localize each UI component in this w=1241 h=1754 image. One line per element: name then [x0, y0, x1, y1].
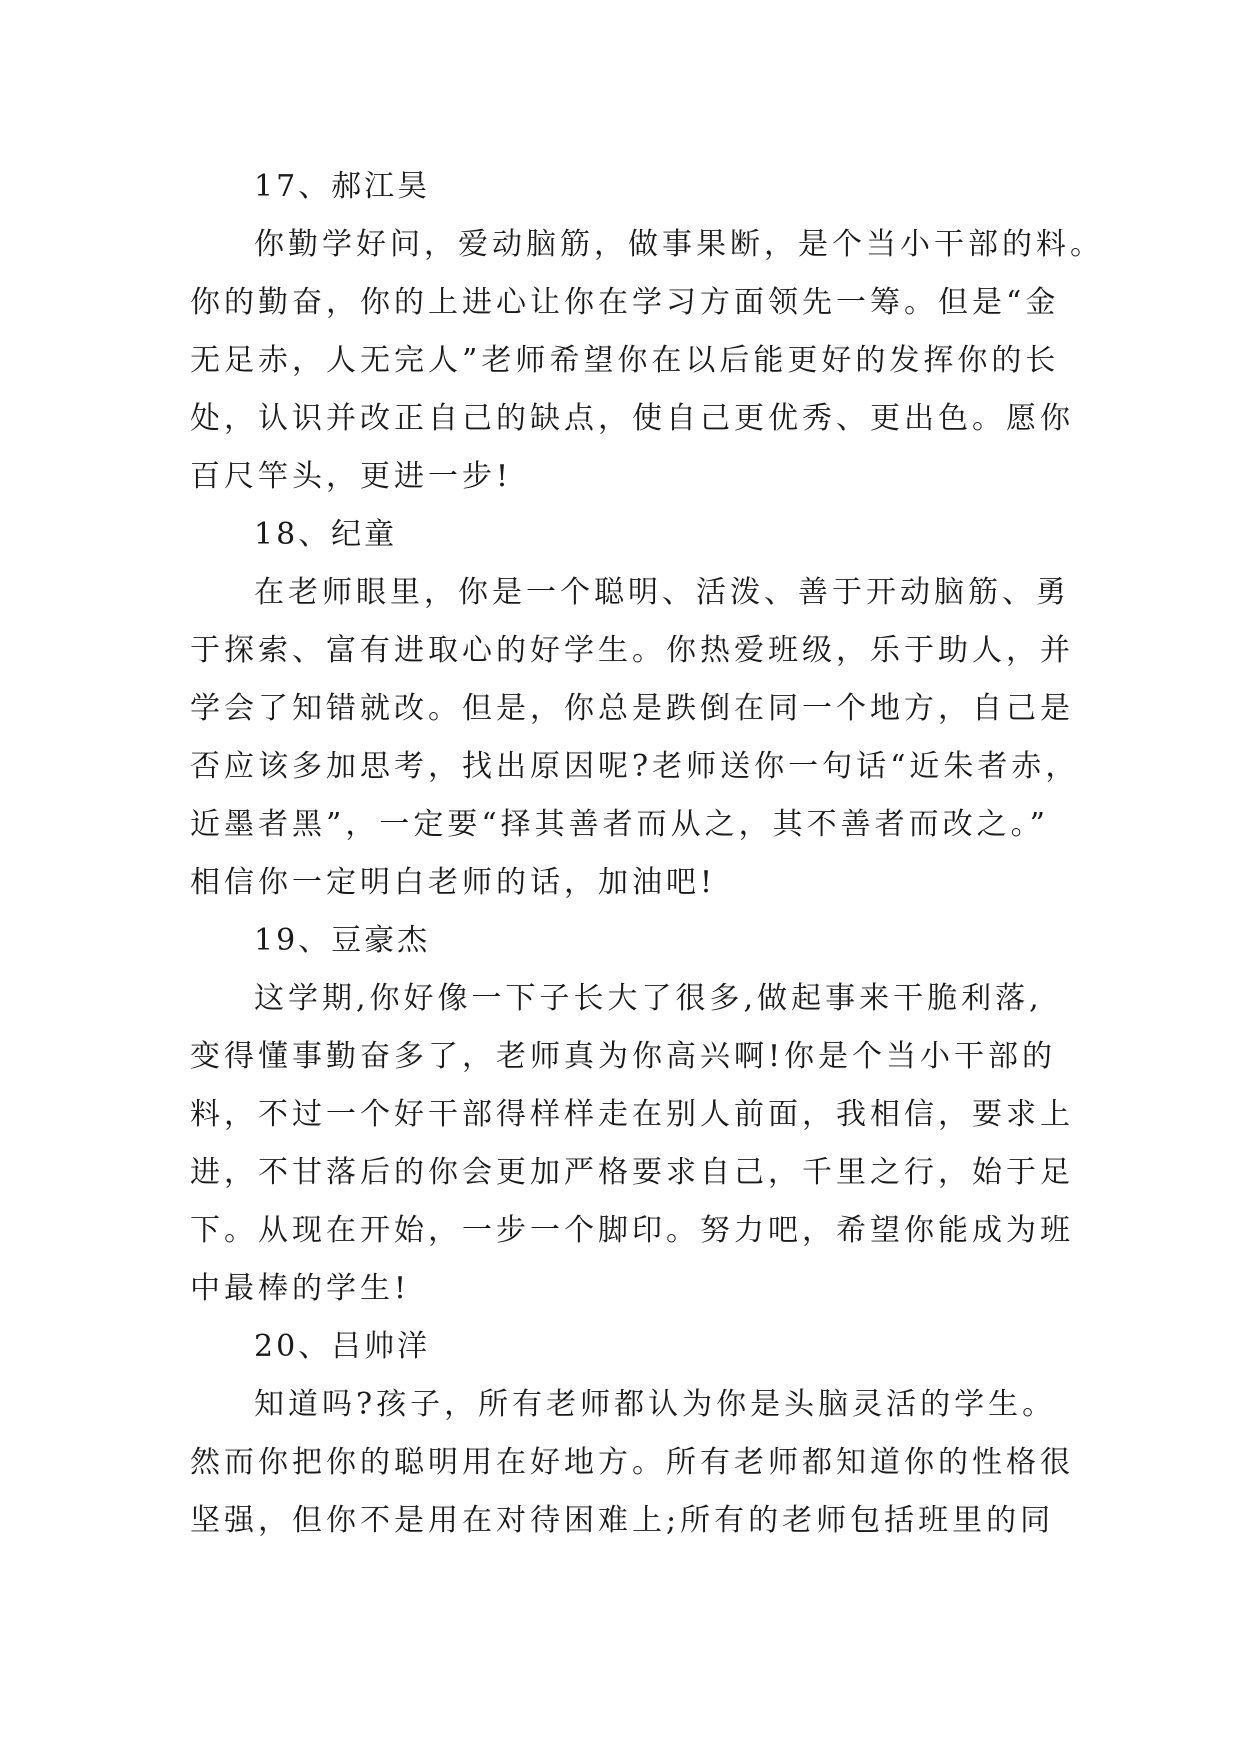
text-line: 于探索、富有进取心的好学生。你热爱班级，乐于助人，并 [190, 633, 1074, 668]
student-heading: 20、吕帅洋 [254, 1329, 431, 1364]
comment-paragraph [190, 216, 1104, 506]
comment-paragraph [190, 1376, 1074, 1550]
text-line: 中最棒的学生! [190, 1271, 411, 1306]
student-heading: 17、郝江昊 [254, 169, 431, 204]
text-line: 变得懂事勤奋多了，老师真为你高兴啊!你是个当小干部的 [190, 1039, 1057, 1074]
text-line: 否应该多加思考，找出原因呢?老师送你一句话“近朱者赤， [190, 749, 1080, 784]
text-line: 你勤学好问，爱动脑筋，做事果断，是个当小干部的料。 [254, 227, 1104, 262]
text-line: 料，不过一个好干部得样样走在别人前面，我相信，要求上 [190, 1097, 1074, 1132]
comment-section [190, 506, 1080, 912]
text-line: 坚强，但你不是用在对待困难上;所有的老师包括班里的同 [190, 1503, 1055, 1538]
comment-section [190, 912, 1074, 1318]
text-line: 处，认识并改正自己的缺点，使自己更优秀、更出色。愿你 [190, 401, 1074, 436]
document-body [190, 158, 1104, 1550]
text-line: 学会了知错就改。但是，你总是跌倒在同一个地方，自己是 [190, 691, 1074, 726]
comment-paragraph [190, 564, 1080, 912]
comment-paragraph [190, 970, 1074, 1318]
text-line: 下。从现在开始，一步一个脚印。努力吧，希望你能成为班 [190, 1213, 1074, 1248]
text-line: 然而你把你的聪明用在好地方。所有老师都知道你的性格很 [190, 1445, 1074, 1480]
text-line: 在老师眼里，你是一个聪明、活泼、善于开动脑筋、勇 [254, 575, 1070, 610]
text-line: 你的勤奋，你的上进心让你在学习方面领先一筹。但是“金 [190, 285, 1060, 320]
text-line: 相信你一定明白老师的话，加油吧! [190, 865, 717, 900]
comment-section [190, 1318, 1074, 1550]
text-line: 这学期,你好像一下子长大了很多,做起事来干脆利落, [254, 981, 1043, 1016]
text-line: 近墨者黑”，一定要“择其善者而从之，其不善者而改之。” [190, 807, 1050, 842]
text-line: 无足赤，人无完人”老师希望你在以后能更好的发挥你的长 [190, 343, 1060, 378]
student-heading: 18、纪童 [254, 517, 398, 552]
text-line: 知道吗?孩子，所有老师都认为你是头脑灵活的学生。 [254, 1387, 1057, 1422]
student-heading: 19、豆豪杰 [254, 923, 431, 958]
text-line: 进，不甘落后的你会更加严格要求自己，千里之行，始于足 [190, 1155, 1074, 1190]
text-line: 百尺竿头，更进一步! [190, 459, 513, 494]
comment-section [190, 158, 1104, 506]
